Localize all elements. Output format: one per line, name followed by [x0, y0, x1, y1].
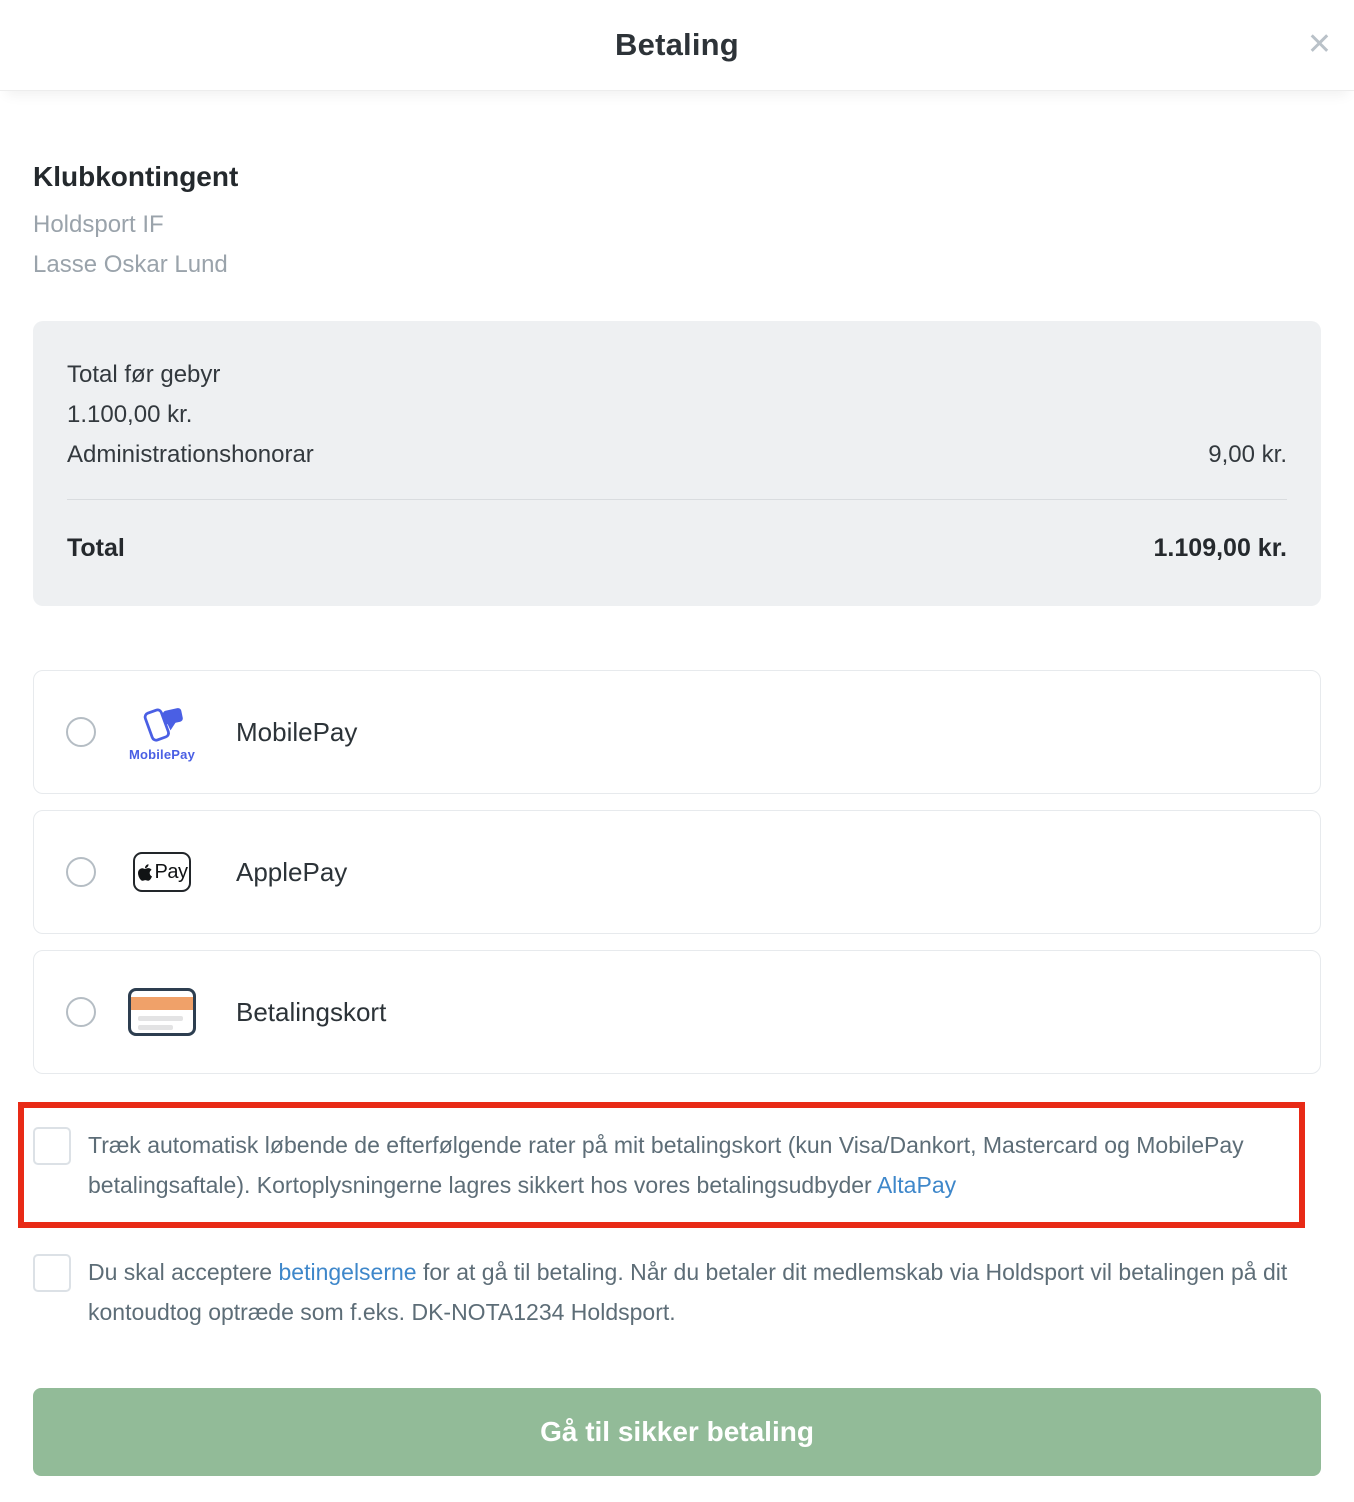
terms-checkbox[interactable]: [33, 1254, 71, 1292]
apple-icon: [137, 863, 153, 882]
member-name: Lasse Oskar Lund: [33, 251, 228, 278]
altapay-link[interactable]: AltaPay: [876, 1172, 957, 1198]
fee-value: 9,00 kr.: [1208, 441, 1287, 468]
terms-text: [88, 1252, 1321, 1332]
dialog-title: Betaling: [615, 27, 739, 62]
dialog-header: [0, 0, 1354, 91]
go-to-payment-button[interactable]: Gå til sikker betaling: [33, 1388, 1321, 1476]
invoice-title: Klubkontingent: [33, 161, 239, 192]
subtotal-value: 1.100,00 kr.: [67, 401, 193, 428]
mobilepay-phone-icon: [136, 702, 188, 746]
auto-charge-consent-row: [33, 1125, 1287, 1205]
card-radio-button[interactable]: [66, 997, 96, 1027]
auto-charge-highlight-box: [18, 1102, 1305, 1228]
terms-consent-row: [33, 1252, 1321, 1332]
payment-method-card[interactable]: [33, 950, 1321, 1074]
terms-text-before: Du skal acceptere: [88, 1259, 279, 1285]
auto-charge-text: [88, 1125, 1287, 1205]
mobilepay-logo: [120, 702, 204, 762]
card-label: Betalingskort: [236, 996, 387, 1027]
mobilepay-radio-button[interactable]: [66, 717, 96, 747]
applepay-wordmark: Pay: [154, 860, 188, 883]
card-stripe: [131, 997, 193, 1010]
dialog-body: [0, 161, 1354, 1476]
fee-label: Administrationshonorar: [67, 441, 314, 468]
mobilepay-wordmark: MobilePay: [128, 747, 196, 762]
card-detail-line: [138, 1025, 173, 1030]
summary-divider: [67, 499, 1287, 500]
payment-method-mobilepay[interactable]: [33, 670, 1321, 794]
club-name: Holdsport IF: [33, 211, 164, 238]
invoice-info: [33, 161, 1321, 285]
subtotal-label: Total før gebyr: [67, 361, 221, 388]
payment-method-applepay[interactable]: [33, 810, 1321, 934]
total-value: 1.109,00 kr.: [1153, 534, 1287, 562]
card-detail-line: [138, 1016, 183, 1021]
payment-card-icon: [128, 988, 196, 1036]
price-summary: [33, 321, 1321, 606]
applepay-logo: [133, 852, 191, 892]
auto-charge-checkbox[interactable]: [33, 1127, 71, 1165]
payment-method-list: [33, 670, 1321, 1074]
mobilepay-label: MobilePay: [236, 716, 358, 747]
applepay-radio-button[interactable]: [66, 857, 96, 887]
terms-link[interactable]: betingelserne: [278, 1259, 417, 1285]
total-label: Total: [67, 534, 125, 562]
terms-text-after: for at gå til betaling. Når du betaler dit medlemskab via Holdsport vil betalingen på dit kontoudtog optræde som f.eks. DK-NOTA1234 Holdsport.: [88, 1259, 1288, 1325]
close-icon[interactable]: ✕: [1306, 28, 1332, 61]
applepay-label: ApplePay: [236, 856, 348, 887]
auto-charge-text-body: Træk automatisk løbende de efterfølgende rater på mit betalingskort (kun Visa/Dankort, Mastercard og MobilePay betalingsaftale). Kortoplysningerne lagres sikkert hos vores betalingsudbyder: [88, 1132, 1244, 1198]
